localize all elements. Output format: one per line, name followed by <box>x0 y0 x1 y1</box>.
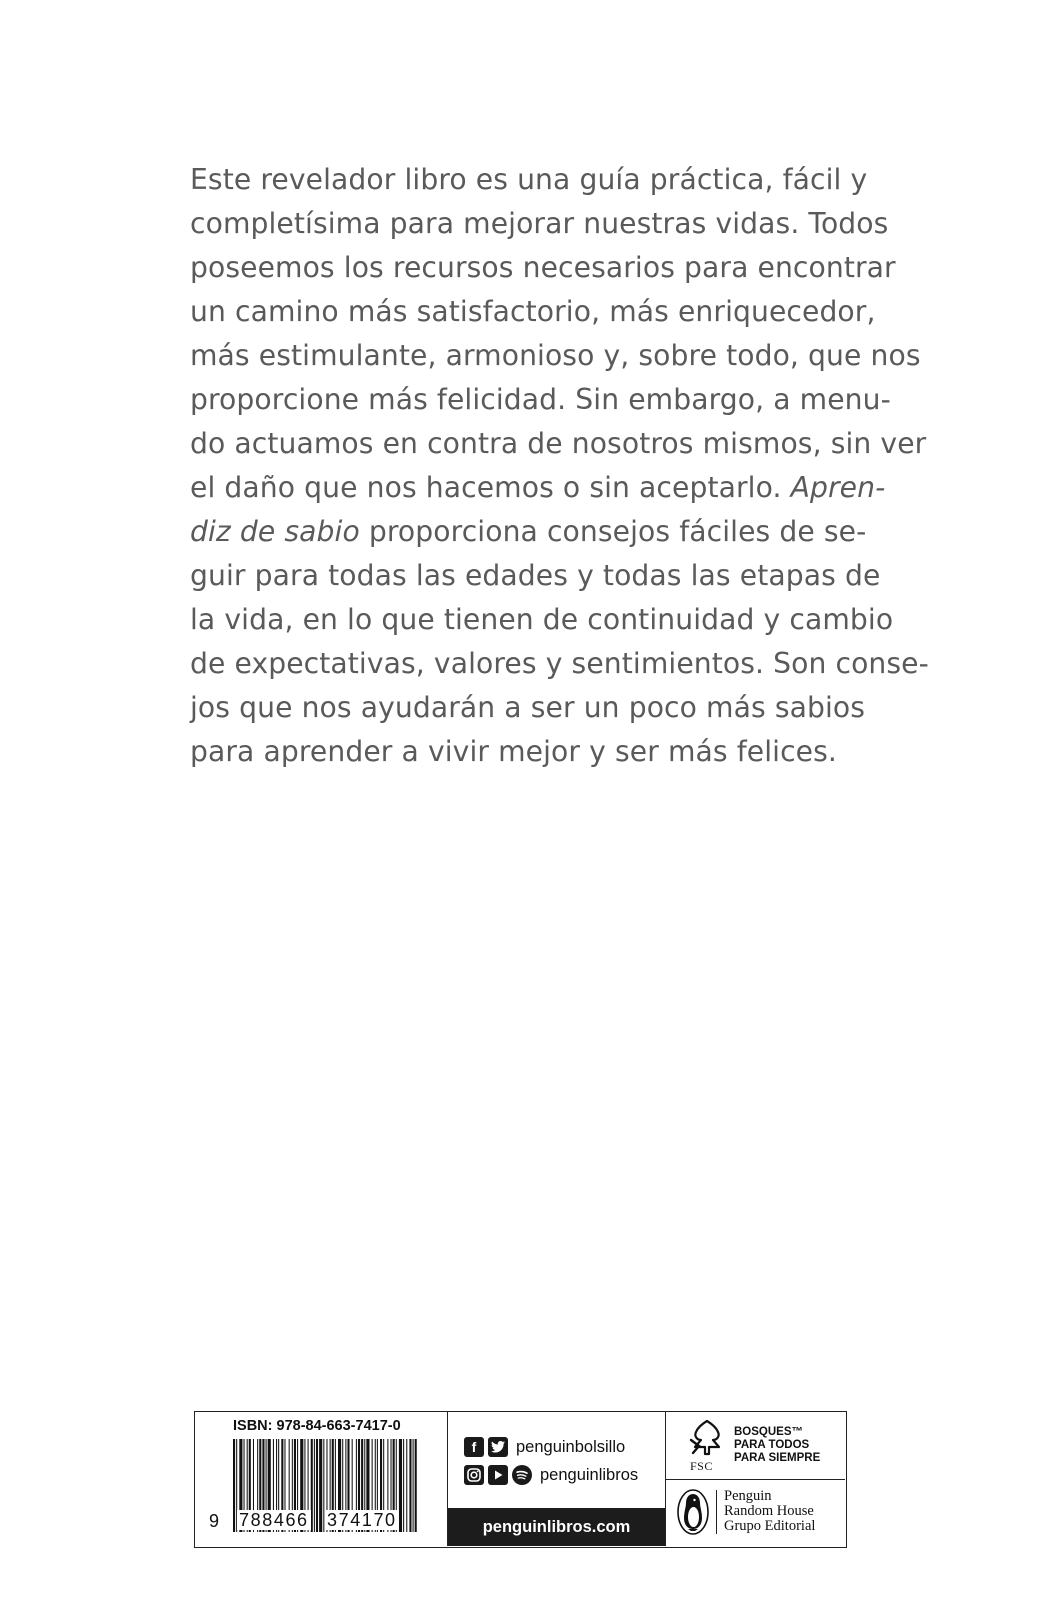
social-row-libros <box>464 1465 638 1485</box>
blurb-line: para aprender a vivir mejor y ser más felices. <box>190 735 837 768</box>
publisher-line3: Grupo Editorial <box>724 1518 816 1534</box>
publisher-divider <box>716 1490 717 1534</box>
blurb-line-text: el daño que nos hacemos o sin aceptarlo. <box>190 471 782 504</box>
blurb-line: jos que nos ayudarán a ser un poco más sabios <box>190 691 866 724</box>
facebook-icon[interactable]: f <box>464 1437 484 1457</box>
twitter-icon[interactable] <box>488 1437 508 1457</box>
fsc-section <box>666 1412 845 1480</box>
blurb-line: do actuamos en contra de nosotros mismos, sin ver <box>190 427 927 460</box>
publisher-line2: Random House <box>724 1503 814 1519</box>
blurb-line-text: proporciona consejos fáciles de se- <box>368 515 867 548</box>
barcode-digit-group1: 788466 <box>239 1510 309 1530</box>
publisher-line1: Penguin <box>724 1488 772 1504</box>
barcode-panel <box>195 1412 447 1546</box>
fsc-logo-text: FSC <box>690 1459 713 1473</box>
book-title-italic-part2: diz de sabio <box>190 515 360 548</box>
blurb-line: la vida, en lo que tienen de continuidad y cambio <box>190 603 894 636</box>
barcode-digit-group2: 374170 <box>327 1510 397 1530</box>
blurb-line-with-title <box>190 466 886 510</box>
social-handle-libros[interactable]: penguinlibros <box>540 1465 639 1484</box>
book-title-italic-part1: Apren- <box>790 471 886 504</box>
spotify-icon[interactable] <box>512 1465 532 1485</box>
fsc-slogan-line2: PARA TODOS <box>734 1439 810 1451</box>
social-handle-bolsillo[interactable]: penguinbolsillo <box>516 1437 626 1456</box>
blurb-line: un camino más satisfactorio, más enriquecedor, <box>190 295 876 328</box>
blurb-line: completísima para mejorar nuestras vidas. Todos <box>190 207 889 240</box>
blurb-line-with-title <box>190 510 867 554</box>
fsc-slogan <box>734 1426 820 1465</box>
publisher-info-box <box>194 1411 847 1548</box>
website-link[interactable]: penguinlibros.com <box>448 1508 665 1546</box>
social-row-bolsillo <box>464 1437 625 1457</box>
fsc-slogan-line1: BOSQUES™ <box>734 1426 804 1438</box>
isbn-label: ISBN: 978-84-663-7417-0 <box>233 1418 401 1434</box>
penguin-logo-icon <box>676 1488 710 1536</box>
fsc-tree-icon <box>684 1418 730 1458</box>
publisher-logo-section <box>666 1479 845 1546</box>
barcode-digit-first: 9 <box>209 1511 220 1531</box>
social-panel <box>447 1412 665 1546</box>
blurb-line: poseemos los recursos necesarios para encontrar <box>190 251 896 284</box>
certification-panel <box>665 1412 845 1546</box>
blurb-line: Este revelador libro es una guía práctica, fácil y <box>190 163 868 196</box>
blurb-line: de expectativas, valores y sentimientos. Son conse- <box>190 647 929 680</box>
instagram-icon[interactable] <box>464 1465 484 1485</box>
publisher-name <box>724 1489 815 1534</box>
blurb-line: guir para todas las edades y todas las etapas de <box>190 559 881 592</box>
back-cover-blurb <box>190 158 929 774</box>
blurb-line: más estimulante, armonioso y, sobre todo, que nos <box>190 339 921 372</box>
youtube-icon[interactable] <box>488 1465 508 1485</box>
fsc-slogan-line3: PARA SIEMPRE <box>734 1452 821 1464</box>
blurb-line: proporcione más felicidad. Sin embargo, a menu- <box>190 383 891 416</box>
